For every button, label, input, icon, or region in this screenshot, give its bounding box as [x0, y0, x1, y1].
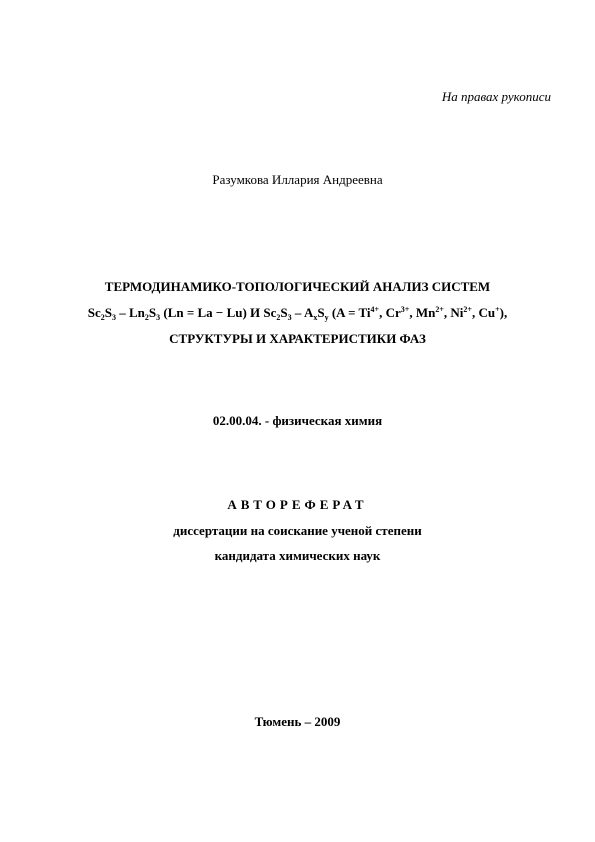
title-line-3: СТРУКТУРЫ И ХАРАКТЕРИСТИКИ ФАЗ	[169, 331, 426, 346]
specialty-code: 02.00.04. - физическая химия	[212, 413, 383, 428]
title-line-1: ТЕРМОДИНАМИКО-ТОПОЛОГИЧЕСКИЙ АНАЛИЗ СИСТЕМ	[104, 279, 491, 294]
document-type: АВТОРЕФЕРАТ	[227, 497, 368, 512]
purpose-line-2: кандидата химических наук	[214, 548, 381, 563]
header-note: На правах рукописи	[441, 89, 551, 104]
title-line-2: $Sc_2S_3 - Ln_2S_3$ (Ln = La − Lu) И $Sc_2S_3 - A_xS_y$ ($A = Ti^{4+}$, $Cr^{3+}$, $Mn^{2+}$, $Ni^{2+}$, Cu+),	[87, 305, 508, 322]
author-name: Разумкова Иллария Андреевна	[212, 172, 383, 187]
place-year: Тюмень – 2009	[254, 714, 341, 729]
purpose-line-1: диссертации на соискание ученой степени	[173, 523, 422, 538]
